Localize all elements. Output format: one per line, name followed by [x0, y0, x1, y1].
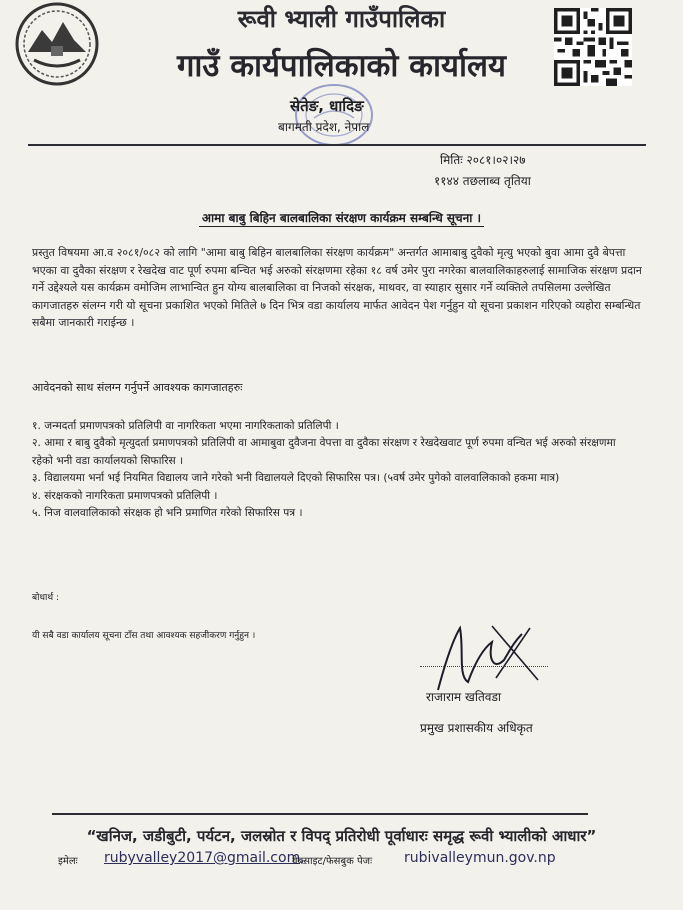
header-divider: [28, 144, 646, 146]
signature-line: [420, 666, 548, 667]
list-item: ४. संरक्षकको नागरिकता प्रमाणपत्रको प्रतिलिपी ।: [32, 489, 218, 502]
signatory-title: प्रमुख प्रशासकीय अधिकृत: [420, 721, 533, 735]
list-item: ३. विद्यालयमा भर्ना भई नियमित विद्यालय जाने गरेको भनी विद्यालयले दिएको सिफारिस पत्र। (५वर्ष उमेर पुगेको वालवालिकाको हकमा मात्र): [32, 472, 560, 485]
footer-divider: [52, 813, 588, 815]
municipality-name: रूवी भ्याली गाउँपालिका: [237, 5, 446, 33]
website-link[interactable]: rubivalleymun.gov.np: [404, 850, 556, 866]
office-name: गाउँ कार्यपालिकाको कार्यालय: [176, 48, 507, 84]
documents-list: [32, 418, 632, 522]
notice-subject: [0, 209, 683, 226]
footer-slogan: “खनिज, जडीबुटी, पर्यटन, जलस्रोत र विपद् प्रतिरोधी पूर्वाधारः समृद्ध रूवी भ्यालीको आधार”: [86, 827, 597, 845]
notice-body: [32, 244, 646, 332]
signatory-name: राजाराम खतिवडा: [426, 690, 501, 704]
email-link[interactable]: rubyvalley2017@gmail.com,: [104, 850, 305, 866]
documents-label: आवेदनको साथ संलग्न गर्नुपर्ने आवश्यक कागजातहरुः: [32, 381, 243, 394]
issue-date: मितिः २०८१।०२।२७: [440, 153, 526, 167]
office-address-line2: बागमती प्रदेश, नेपाल: [278, 120, 370, 134]
bodhartha-label: बोधार्थ :: [32, 593, 59, 603]
notice-body-paragraph: प्रस्तुत विषयमा आ.व २०८१/०८२ को लागि "आमा बाबु बिहिन बालबालिका संरक्षण कार्यक्रम" अन्तर्गत आमाबाबु दुवैको मृत्यु भएको बुवा आमा दुवै बेपत्ता भएका वा दुवैका संरक्षण र रेखदेख वाट पूर्ण रुपमा बन्चित भई अरुको संरक्षणमा रहेका १८ वर्ष उमेर पुरा नगरेका बालवालिकाहरुलाई सामाजिक संरक्षण प्रदान गर्ने उद्देश्यले यस कार्यक्रम वमोजिम लाभान्वित हुन योग्य बालबालिका वा निजको संरक्षक, माथवर, वा स्याहार सुसार गर्ने व्यक्तिले तपसिलमा उल्लेखित कागजातहरु संलग्न गरी यो सूचना प्रकाशित भएको मितिले ७ दिन भित्र वडा कार्यालय मार्फत आवेदन पेश गर्नुहुन यो सूचना प्रकाशन गरिएको व्यहोरा सम्बन्धित सबैमा जानकारी गराईन्छ ।: [32, 246, 642, 330]
list-item: १. जन्मदर्ता प्रमाणपत्रको प्रतिलिपी वा नागरिकता भएमा नागरिकताको प्रतिलिपी ।: [32, 420, 339, 432]
list-item: २. आमा र बाबु दुवैको मृत्युदर्ता प्रमाणपत्रको प्रतिलिपी वा आमाबुवा दुवैजना वेपत्ता वा दुवैका संरक्षण र रेखदेखवाट पूर्ण रुपमा वन्चित भई अरुको संरक्षणमा रहेको भनी वडा कार्यालयको सिफारिस ।: [32, 437, 616, 467]
notice-subject-text: आमा बाबु बिहिन बालबालिका संरक्षण कार्यक्रम सम्बन्धि सूचना ।: [199, 211, 484, 227]
email-label: इमेलः: [58, 856, 78, 867]
website-label: वेबसाइट/फेसबुक पेजः: [292, 856, 373, 867]
cc-note: यी सबै वडा कार्यालय सूचना टाँस तथा आवश्यक सहजीकरण गर्नुहुन ।: [32, 631, 256, 641]
qr-code-icon: [554, 8, 632, 86]
dispatch-number: ११४४ तछलाब्व तृतिया: [434, 174, 531, 188]
office-address-line1: सेतेङ, धादिङ: [290, 97, 364, 115]
list-item: ५. निज वालवालिकाको संरक्षक हो भनि प्रमाणित गरेको सिफारिस पत्र ।: [32, 507, 303, 520]
